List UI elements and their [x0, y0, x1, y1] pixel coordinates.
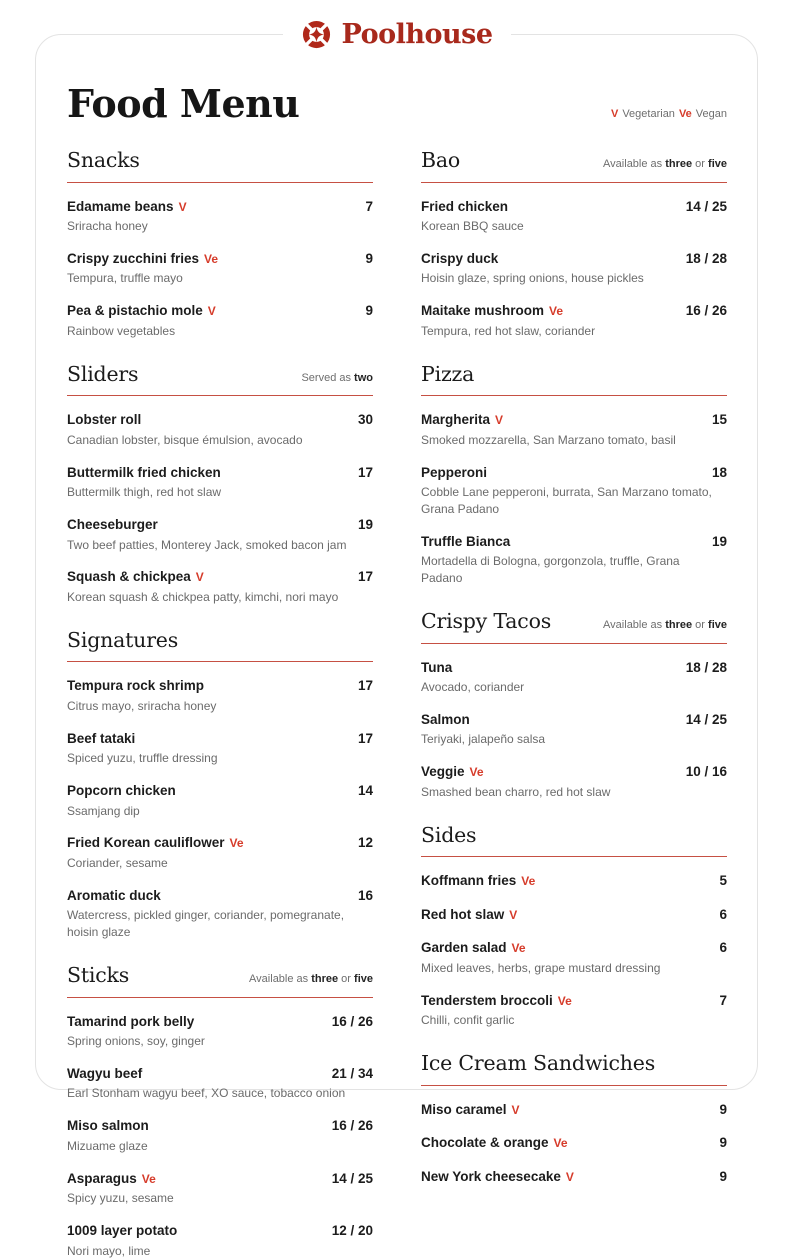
item-description: Canadian lobster, bisque émulsion, avocado	[67, 432, 303, 447]
item-description: Tempura, red hot slaw, coriander	[421, 323, 596, 338]
item-description: Hoisin glaze, spring onions, house pickles	[421, 271, 644, 286]
item-diet-marker: V	[495, 413, 504, 428]
menu-item	[421, 410, 727, 448]
item-diet-marker: V	[178, 199, 187, 214]
item-price: 18	[711, 464, 727, 480]
menu-item	[421, 532, 727, 587]
menu-item	[421, 871, 727, 891]
menu-item	[67, 197, 373, 235]
menu-item	[67, 1169, 373, 1207]
menu-item	[67, 515, 373, 553]
item-name: Beef tataki	[67, 730, 136, 746]
item-description: Mortadella di Bologna, gorgonzola, truffle, Grana Padano	[421, 554, 680, 586]
item-name: Miso salmon	[67, 1118, 149, 1134]
section-divider	[67, 182, 373, 183]
section-note-part: five	[708, 618, 727, 631]
section-divider	[421, 856, 727, 857]
item-diet-marker: Ve	[229, 836, 244, 851]
item-line	[421, 938, 727, 958]
section-header	[67, 962, 373, 989]
item-name: Edamame beans	[67, 198, 174, 214]
menu-item	[421, 463, 727, 518]
item-line	[421, 1133, 727, 1153]
item-diet-marker: V	[195, 570, 204, 585]
item-price: 21 / 34	[331, 1065, 373, 1081]
section-divider	[421, 1085, 727, 1086]
legend-v-text: Vegetarian	[622, 107, 675, 120]
item-price: 9	[365, 303, 373, 319]
menu-item	[67, 1221, 373, 1259]
section-header	[67, 147, 373, 174]
brand-logo	[282, 13, 510, 55]
poolhouse-logo-icon	[300, 19, 331, 50]
item-diet-marker: V	[207, 304, 216, 319]
menu-item	[67, 729, 373, 767]
item-name: Popcorn chicken	[67, 783, 176, 799]
page-title: Food Menu	[67, 81, 300, 126]
item-line	[67, 1169, 373, 1189]
item-price: 18 / 28	[685, 659, 727, 675]
item-diet-marker: Ve	[511, 941, 526, 956]
item-line	[421, 301, 727, 321]
section-header	[421, 361, 727, 388]
item-line	[67, 567, 373, 587]
section-header	[421, 822, 727, 849]
item-price: 14 / 25	[685, 711, 727, 727]
section-title: Sticks	[67, 962, 130, 987]
section-note-part: three	[665, 618, 693, 631]
item-line	[67, 729, 373, 749]
item-line	[67, 886, 373, 906]
item-description: Tempura, truffle mayo	[67, 271, 183, 286]
item-line	[67, 1064, 373, 1084]
item-line	[67, 833, 373, 853]
item-name: Tenderstem broccoli	[421, 992, 553, 1008]
section-note	[301, 372, 373, 384]
item-description: Coriander, sesame	[67, 855, 168, 870]
item-name: Wagyu beef	[67, 1065, 143, 1081]
item-line	[67, 1221, 373, 1241]
item-price: 18 / 28	[685, 250, 727, 266]
section-crispy-tacos	[421, 608, 727, 801]
section-items	[67, 1012, 373, 1259]
item-name: Buttermilk fried chicken	[67, 464, 221, 480]
item-description: Mixed leaves, herbs, grape mustard dressing	[421, 960, 661, 975]
section-title: Bao	[421, 147, 461, 172]
item-name: Tuna	[421, 659, 453, 675]
item-name: Salmon	[421, 711, 470, 727]
item-line	[421, 249, 727, 269]
menu-item	[421, 991, 727, 1029]
item-description: Cobble Lane pepperoni, burrata, San Marzano tomato, Grana Padano	[421, 485, 712, 516]
section-bao	[421, 147, 727, 340]
item-name: Aromatic duck	[67, 887, 161, 903]
menu-item	[421, 658, 727, 696]
section-divider	[421, 182, 727, 183]
item-description: Citrus mayo, sriracha honey	[67, 698, 217, 713]
item-price: 16	[357, 887, 373, 903]
item-diet-marker: Ve	[141, 1171, 156, 1186]
item-name: Fried Korean cauliflower	[67, 835, 225, 851]
section-note-part: five	[354, 972, 373, 985]
item-description: Spiced yuzu, truffle dressing	[67, 751, 218, 766]
item-line	[67, 410, 373, 430]
menu-item	[67, 676, 373, 714]
item-price: 14 / 25	[685, 198, 727, 214]
legend-ve-label: Ve	[678, 107, 692, 120]
section-divider	[421, 643, 727, 644]
item-price: 17	[357, 730, 373, 746]
item-price: 12 / 20	[331, 1223, 373, 1238]
section-title: Pizza	[421, 361, 475, 386]
column-right	[421, 147, 727, 1259]
menu-item	[67, 1116, 373, 1154]
section-items	[421, 197, 727, 340]
section-divider	[67, 661, 373, 662]
section-header	[421, 1050, 727, 1077]
item-description: Spring onions, soy, ginger	[67, 1034, 205, 1049]
item-price: 5	[719, 873, 727, 889]
menu-item	[67, 567, 373, 605]
section-header	[67, 361, 373, 388]
item-description: Korean BBQ sauce	[421, 219, 524, 234]
section-items	[421, 871, 727, 1029]
item-price: 14 / 25	[331, 1170, 373, 1186]
section-header	[67, 627, 373, 654]
item-price: 10 / 16	[685, 764, 727, 780]
menu-item	[67, 781, 373, 819]
section-items	[421, 658, 727, 801]
item-line	[421, 1167, 727, 1187]
section-note	[603, 619, 727, 631]
section-note-part: Available as	[603, 618, 666, 631]
item-line	[421, 905, 727, 925]
item-name: Truffle Bianca	[421, 533, 511, 549]
item-diet-marker: Ve	[553, 1136, 568, 1151]
section-items	[67, 410, 373, 605]
section-note-part: or	[338, 972, 355, 985]
card-header	[67, 81, 727, 126]
item-diet-marker: Ve	[204, 251, 219, 266]
menu-item	[67, 1064, 373, 1102]
section-note-part: Available as	[603, 157, 666, 170]
item-name: Red hot slaw	[421, 906, 505, 922]
item-price: 17	[357, 464, 373, 480]
section-sides	[421, 822, 727, 1029]
menu-item	[421, 710, 727, 748]
item-diet-marker: Ve	[557, 993, 572, 1008]
menu-item	[421, 1100, 727, 1120]
item-line	[421, 871, 727, 891]
item-line	[421, 1100, 727, 1120]
item-description: Mizuame glaze	[67, 1138, 148, 1153]
section-divider	[421, 395, 727, 396]
item-diet-marker: Ve	[469, 765, 484, 780]
item-price: 17	[357, 569, 373, 585]
legend-v-label: V	[610, 107, 619, 120]
item-price: 6	[719, 906, 727, 922]
item-name: Maitake mushroom	[421, 303, 545, 319]
section-note-part: Served as	[301, 371, 355, 384]
section-note-part: two	[354, 371, 373, 384]
item-name: 1009 layer potato	[67, 1223, 178, 1238]
menu-item	[421, 301, 727, 339]
item-price: 12	[357, 835, 373, 851]
item-description: Earl Stonham wagyu beef, XO sauce, tobacco onion	[67, 1086, 346, 1101]
item-description: Avocado, coriander	[421, 680, 525, 695]
item-name: Tamarind pork belly	[67, 1013, 195, 1029]
menu-item	[67, 410, 373, 448]
item-price: 17	[357, 678, 373, 694]
item-description: Smashed bean charro, red hot slaw	[421, 784, 611, 799]
item-name: Crispy duck	[421, 250, 499, 266]
item-line	[421, 197, 727, 217]
item-line	[421, 710, 727, 730]
item-name: Tempura rock shrimp	[67, 678, 205, 694]
item-description: Korean squash & chickpea patty, kimchi, nori mayo	[67, 589, 339, 604]
item-price: 9	[365, 250, 373, 266]
section-note-part: three	[311, 972, 339, 985]
menu-card	[35, 34, 758, 1258]
menu-item	[421, 249, 727, 287]
item-diet-marker: V	[509, 907, 518, 922]
menu-item	[421, 938, 727, 976]
section-note-part: or	[692, 618, 709, 631]
item-line	[67, 301, 373, 321]
section-note-part: or	[692, 157, 709, 170]
section-title: Ice Cream Sandwiches	[421, 1051, 656, 1076]
menu-item	[67, 301, 373, 339]
item-price: 16 / 26	[331, 1013, 373, 1029]
item-line	[67, 249, 373, 269]
item-name: Squash & chickpea	[67, 569, 191, 585]
item-price: 9	[719, 1101, 727, 1117]
item-line	[421, 410, 727, 430]
section-header	[421, 608, 727, 635]
item-description: Spicy yuzu, sesame	[67, 1191, 174, 1206]
section-note-part: three	[665, 157, 693, 170]
item-price: 14	[357, 783, 373, 799]
menu-item	[67, 1012, 373, 1050]
menu-item	[67, 833, 373, 871]
item-price: 30	[357, 412, 373, 428]
item-line	[67, 515, 373, 535]
item-price: 9	[719, 1168, 727, 1184]
menu-item	[67, 886, 373, 941]
item-name: Cheeseburger	[67, 516, 158, 532]
item-name: Asparagus	[67, 1170, 137, 1186]
menu-item	[67, 249, 373, 287]
item-description: Watercress, pickled ginger, coriander, pomegranate, hoisin glaze	[67, 908, 345, 940]
item-price: 9	[719, 1135, 727, 1151]
item-description: Rainbow vegetables	[67, 323, 176, 338]
item-name: Veggie	[421, 764, 465, 780]
brand-name: Poolhouse	[341, 18, 493, 50]
item-line	[67, 197, 373, 217]
section-pizza	[421, 361, 727, 587]
item-description: Ssamjang dip	[67, 803, 140, 818]
item-diet-marker: Ve	[521, 874, 536, 889]
menu-item	[421, 762, 727, 800]
section-divider	[67, 395, 373, 396]
item-description: Two beef patties, Monterey Jack, smoked bacon jam	[67, 537, 347, 552]
section-note-part: five	[708, 157, 727, 170]
section-ice-cream-sandwiches	[421, 1050, 727, 1186]
item-price: 16 / 26	[685, 303, 727, 319]
item-diet-marker: V	[511, 1102, 520, 1117]
item-diet-marker: Ve	[549, 304, 564, 319]
menu-item	[421, 1167, 727, 1187]
item-description: Buttermilk thigh, red hot slaw	[67, 485, 222, 500]
item-description: Smoked mozzarella, San Marzano tomato, basil	[421, 432, 676, 447]
section-note	[603, 158, 727, 170]
item-price: 15	[711, 412, 727, 428]
section-title: Sides	[421, 822, 477, 847]
item-price: 19	[357, 516, 373, 532]
item-line	[67, 463, 373, 483]
item-price: 7	[719, 992, 727, 1008]
item-line	[421, 991, 727, 1011]
item-name: Pea & pistachio mole	[67, 303, 203, 319]
item-name: Chocolate & orange	[421, 1135, 549, 1151]
item-name: Fried chicken	[421, 198, 509, 214]
section-signatures	[67, 627, 373, 941]
menu-columns	[67, 147, 727, 1259]
item-description: Sriracha honey	[67, 219, 148, 234]
section-items	[67, 676, 373, 941]
section-title: Sliders	[67, 361, 139, 386]
item-diet-marker: V	[565, 1169, 574, 1184]
section-items	[67, 197, 373, 340]
item-description: Chilli, confit garlic	[421, 1013, 515, 1028]
section-note-part: Available as	[249, 972, 312, 985]
section-sliders	[67, 361, 373, 606]
item-description: Teriyaki, jalapeño salsa	[421, 732, 546, 747]
item-description: Nori mayo, lime	[67, 1243, 151, 1258]
section-sticks	[67, 962, 373, 1259]
item-name: Miso caramel	[421, 1101, 507, 1117]
item-price: 7	[365, 198, 373, 214]
section-snacks	[67, 147, 373, 340]
item-name: Crispy zucchini fries	[67, 250, 200, 266]
menu-item	[421, 905, 727, 925]
menu-item	[421, 1133, 727, 1153]
legend-ve-text: Vegan	[695, 107, 727, 120]
item-name: Pepperoni	[421, 464, 488, 480]
section-header	[421, 147, 727, 174]
menu-item	[67, 463, 373, 501]
item-line	[421, 658, 727, 678]
diet-legend	[611, 108, 727, 124]
section-divider	[67, 997, 373, 998]
section-items	[421, 410, 727, 587]
item-price: 6	[719, 940, 727, 956]
item-price: 19	[711, 533, 727, 549]
section-title: Signatures	[67, 627, 179, 652]
item-name: Koffmann fries	[421, 873, 517, 889]
section-title: Snacks	[67, 147, 140, 172]
section-note	[249, 973, 373, 985]
item-name: Lobster roll	[67, 412, 142, 428]
item-line	[67, 676, 373, 696]
item-price: 16 / 26	[331, 1118, 373, 1134]
item-name: Margherita	[421, 412, 491, 428]
item-line	[421, 532, 727, 552]
item-line	[67, 1116, 373, 1136]
item-name: Garden salad	[421, 940, 507, 956]
menu-item	[421, 197, 727, 235]
section-items	[421, 1100, 727, 1187]
section-title: Crispy Tacos	[421, 608, 552, 633]
item-line	[67, 781, 373, 801]
item-name: New York cheesecake	[421, 1168, 561, 1184]
column-left	[67, 147, 373, 1259]
item-line	[421, 762, 727, 782]
item-line	[421, 463, 727, 483]
item-line	[67, 1012, 373, 1032]
